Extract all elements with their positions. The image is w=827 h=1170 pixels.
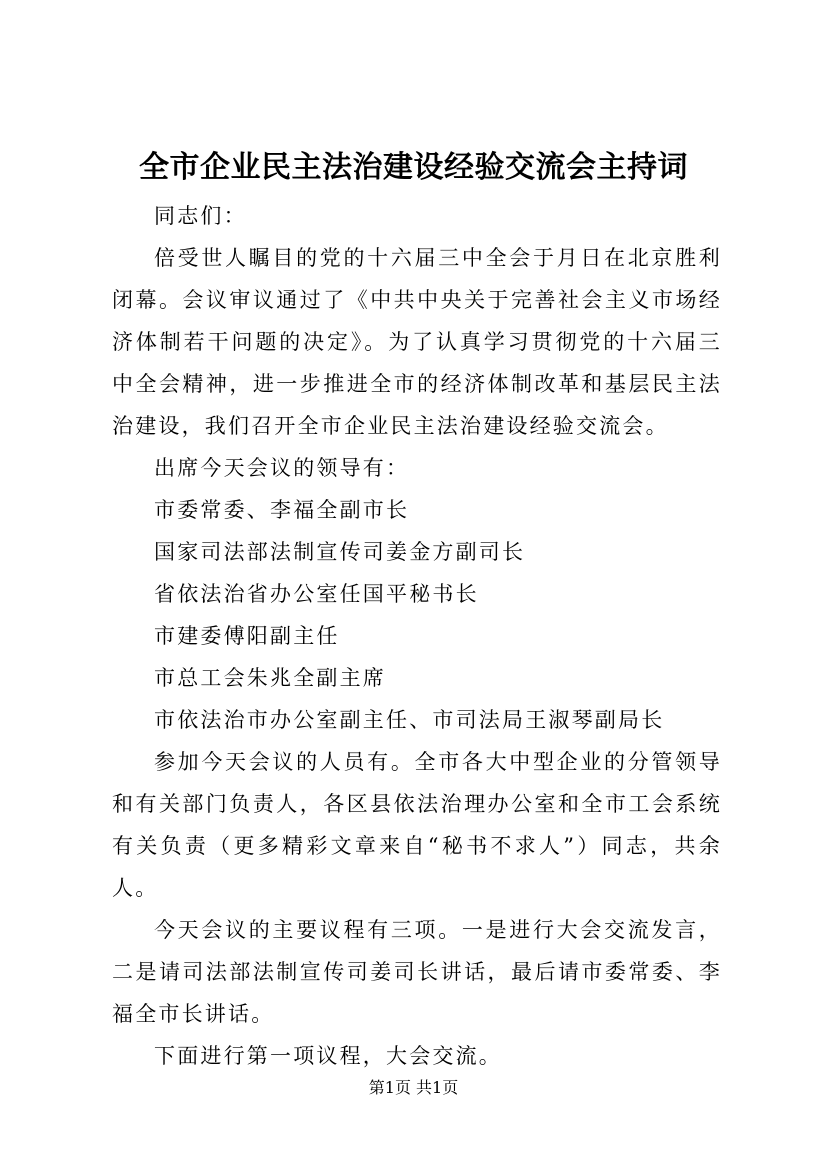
paragraph-greeting: 同志们： [154, 204, 247, 228]
paragraph-first-item: 下面进行第一项议程，大会交流。 [154, 1044, 502, 1068]
paragraph-intro: 倍受世人瞩目的党的十六届三中全会于月日在北京胜利闭幕。会议审议通过了《中共中央关于完善社会主义市场经济体制若干问题的决定》。为了认真学习贯彻党的十六届三中全会精神，进一步推进全市的经济体制改革和基层民主法治建设，我们召开全市企业民主法治建设经验交流会。 [112, 246, 722, 438]
leader-item: 市建委傅阳副主任 [154, 624, 340, 648]
page-footer: 第1页 共1页 [368, 1078, 459, 1097]
leader-item: 市委常委、李福全副市长 [154, 498, 410, 522]
document-body [112, 195, 722, 1077]
leader-item: 国家司法部法制宣传司姜金方副司长 [154, 540, 526, 564]
paragraph-leaders-heading: 出席今天会议的领导有： [154, 456, 410, 480]
paragraph-agenda: 今天会议的主要议程有三项。一是进行大会交流发言，二是请司法部法制宣传司姜司长讲话，最后请市委常委、李福全市长讲话。 [112, 918, 722, 1026]
document-title: 全市企业民主法治建设经验交流会主持词 [139, 150, 688, 185]
leader-item: 市依法治市办公室副主任、市司法局王淑琴副局长 [154, 708, 665, 732]
leader-item: 省依法治省办公室任国平秘书长 [154, 582, 479, 606]
leader-item: 市总工会朱兆全副主席 [154, 666, 386, 690]
paragraph-attendees: 参加今天会议的人员有。全市各大中型企业的分管领导和有关部门负责人，各区县依法治理办公室和全市工会系统有关负责（更多精彩文章来自“秘书不求人”）同志，共余人。 [112, 750, 722, 900]
